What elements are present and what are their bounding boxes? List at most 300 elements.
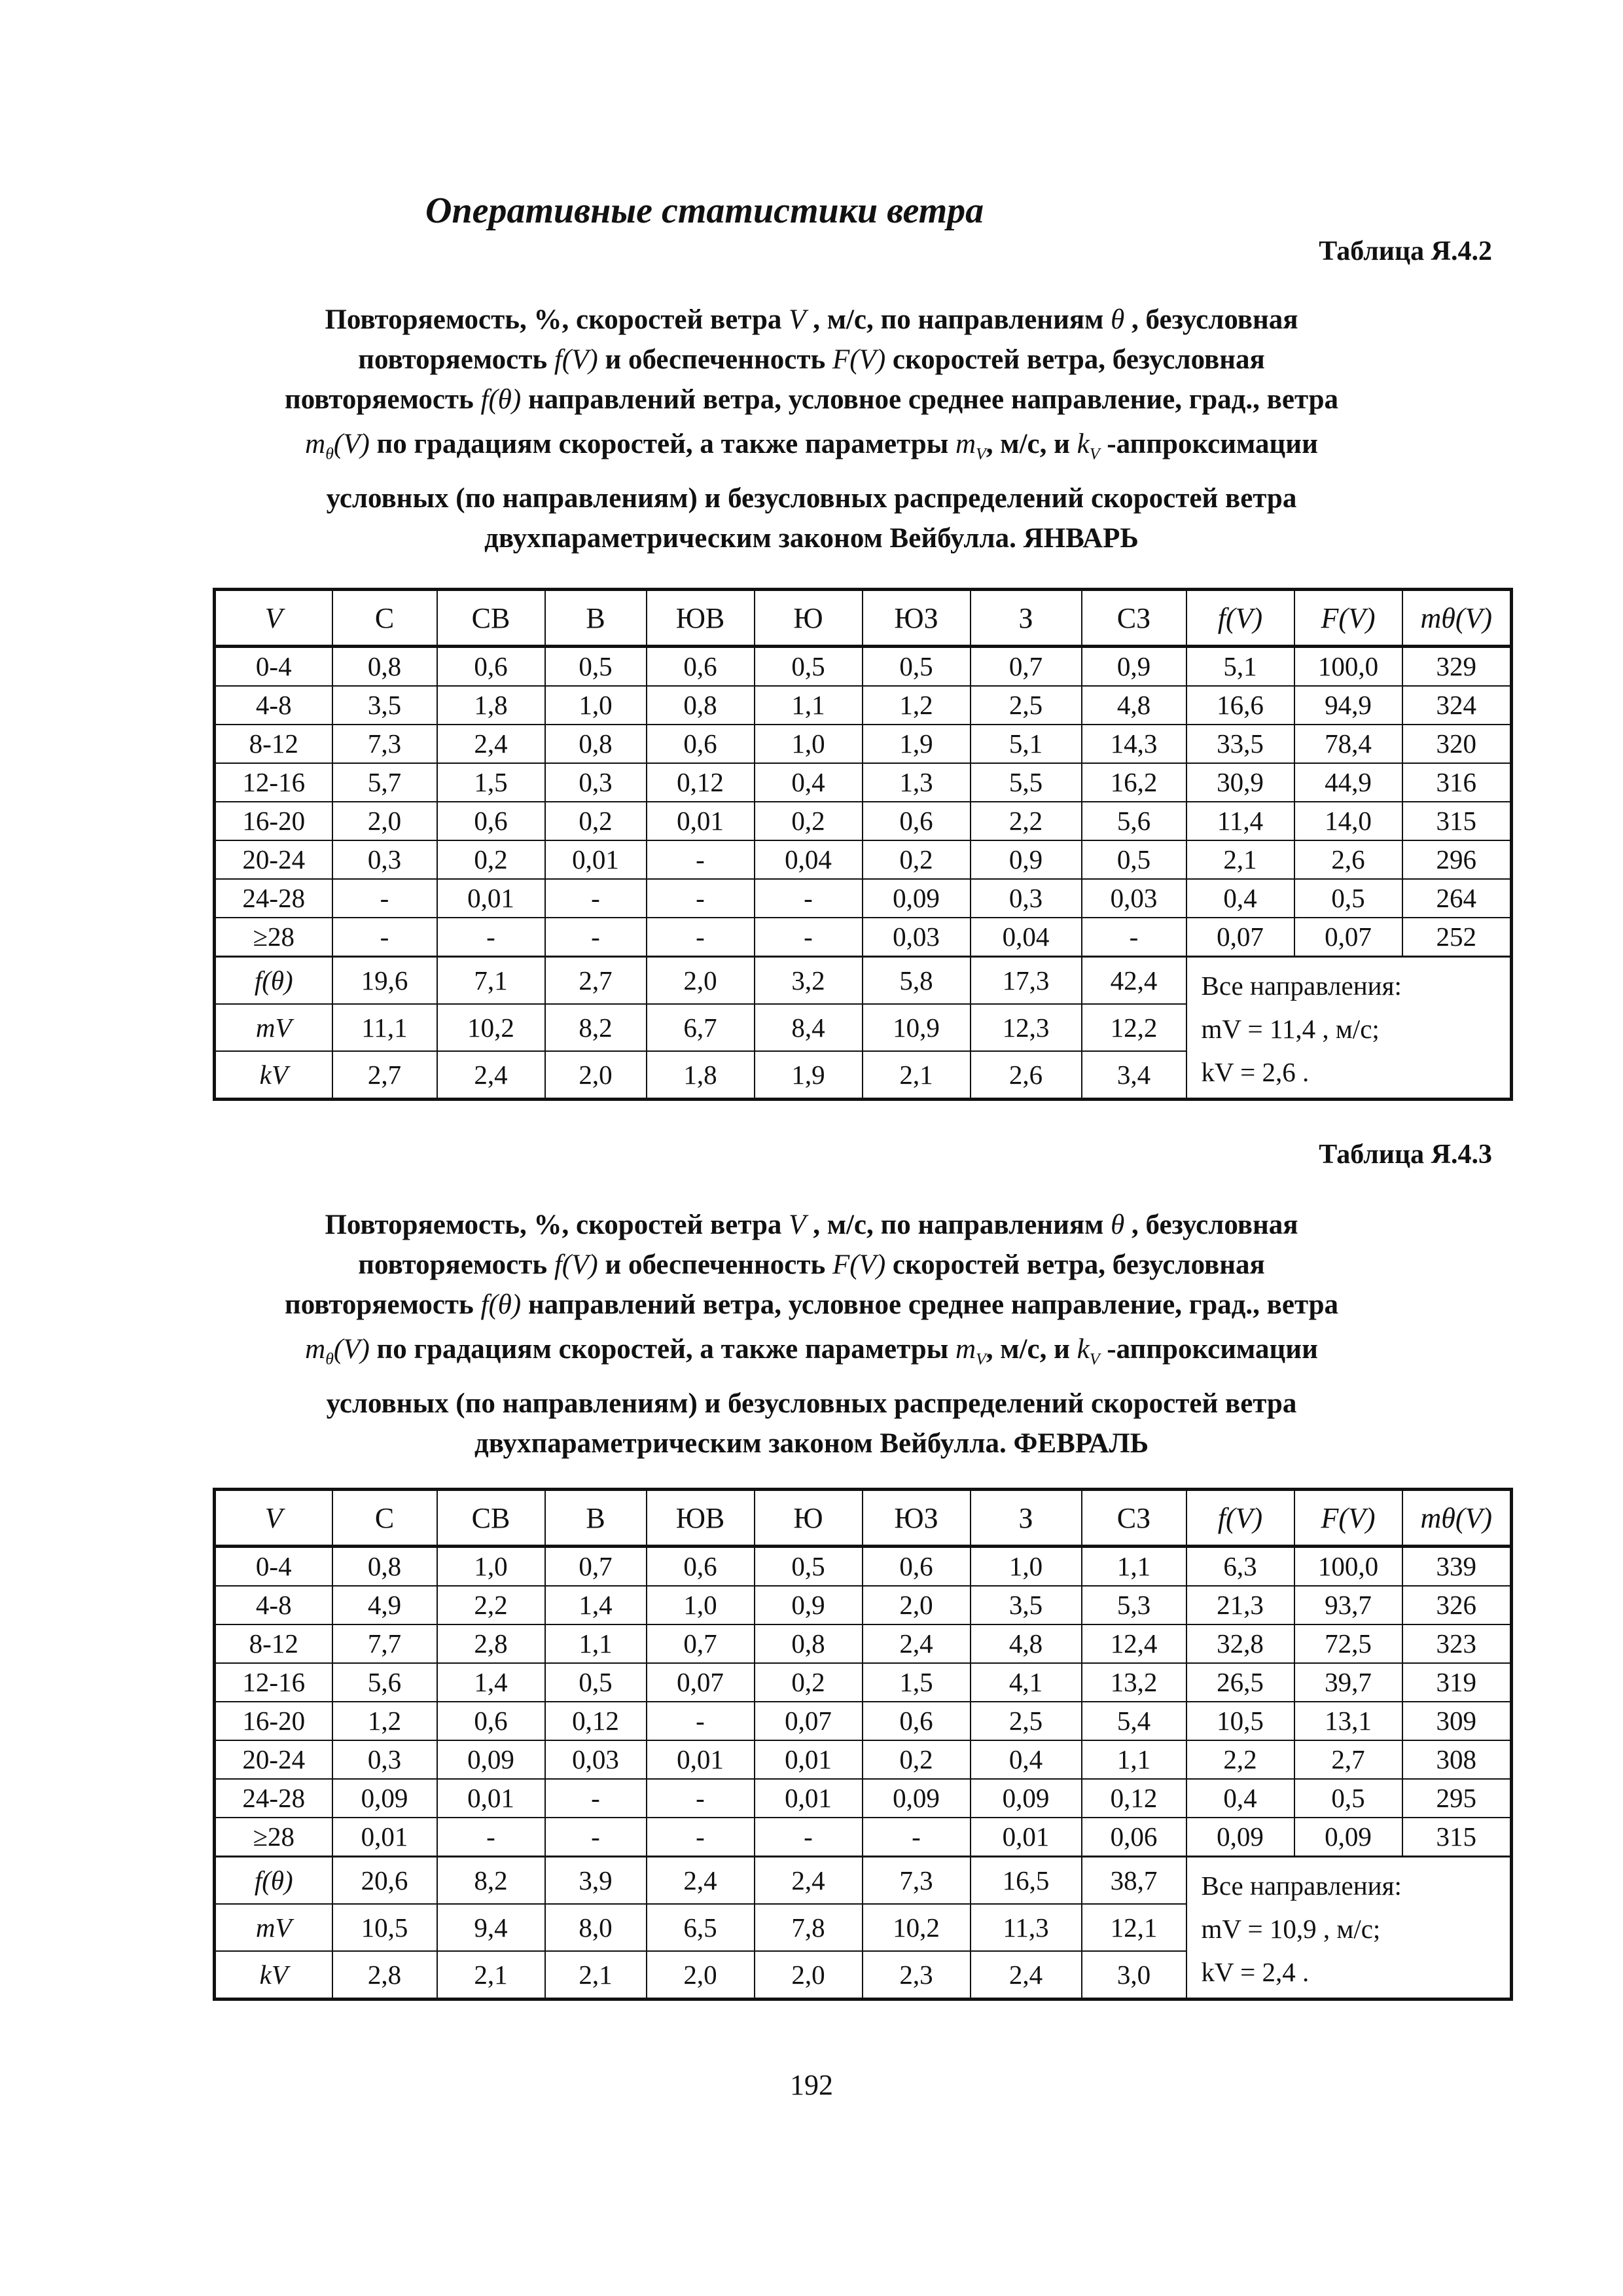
wind-table-february xyxy=(213,1488,1513,2001)
table-cell: 0,07 xyxy=(1186,918,1294,957)
table-cell: 78,4 xyxy=(1294,725,1402,763)
speed-range-cell: 16-20 xyxy=(215,1702,332,1740)
table-cell: - xyxy=(545,879,647,918)
param-value: 5,8 xyxy=(863,957,971,1005)
table-cell: 0,3 xyxy=(332,1740,437,1779)
column-header: З xyxy=(971,1490,1082,1547)
table-cell: 316 xyxy=(1402,763,1512,802)
column-header: В xyxy=(545,590,647,647)
table-cell: 30,9 xyxy=(1186,763,1294,802)
param-value: 42,4 xyxy=(1082,957,1186,1005)
param-label: f(θ) xyxy=(215,1857,332,1905)
table-row xyxy=(215,879,1512,918)
table-row xyxy=(215,1818,1512,1857)
column-header: С xyxy=(332,590,437,647)
column-header: V xyxy=(215,1490,332,1547)
header-row xyxy=(215,590,1512,647)
table-cell: - xyxy=(332,918,437,957)
param-value: 2,6 xyxy=(971,1051,1082,1100)
table-cell: 2,4 xyxy=(437,725,545,763)
table-cell: 1,9 xyxy=(863,725,971,763)
param-value: 1,8 xyxy=(647,1051,755,1100)
table-cell: 0,6 xyxy=(647,725,755,763)
table-cell: 2,5 xyxy=(971,1702,1082,1740)
table-cell: 295 xyxy=(1402,1779,1512,1818)
column-header: V xyxy=(215,590,332,647)
speed-range-cell: ≥28 xyxy=(215,1818,332,1857)
table-cell: 309 xyxy=(1402,1702,1512,1740)
table-cell: 0,6 xyxy=(863,1702,971,1740)
all-directions-title: Все направления: xyxy=(1201,971,1402,1001)
table-cell: 319 xyxy=(1402,1663,1512,1702)
table-cell: 264 xyxy=(1402,879,1512,918)
section-title: Оперативные статистики ветра xyxy=(425,190,984,231)
table-cell: 0,6 xyxy=(437,647,545,687)
column-header: ЮЗ xyxy=(863,590,971,647)
table-cell: 7,3 xyxy=(332,725,437,763)
table-cell: 1,1 xyxy=(545,1624,647,1663)
table-cell: 32,8 xyxy=(1186,1624,1294,1663)
table-cell: 0,6 xyxy=(647,1547,755,1587)
param-value: 7,8 xyxy=(755,1904,863,1951)
table-cell: - xyxy=(437,1818,545,1857)
param-value: 7,1 xyxy=(437,957,545,1005)
table-cell: 0,6 xyxy=(437,802,545,840)
column-header: С xyxy=(332,1490,437,1547)
table-cell: 2,2 xyxy=(437,1586,545,1624)
table-cell: 0,8 xyxy=(755,1624,863,1663)
speed-range-cell: 4-8 xyxy=(215,686,332,725)
table-cell: 44,9 xyxy=(1294,763,1402,802)
table-cell: 3,5 xyxy=(332,686,437,725)
table-cell: 100,0 xyxy=(1294,647,1402,687)
table-cell: 329 xyxy=(1402,647,1512,687)
column-header: Ю xyxy=(755,590,863,647)
table-cell: - xyxy=(545,1818,647,1857)
table-cell: 93,7 xyxy=(1294,1586,1402,1624)
table-cell: 0,2 xyxy=(755,1663,863,1702)
speed-range-cell: 16-20 xyxy=(215,802,332,840)
table-cell: 4,8 xyxy=(971,1624,1082,1663)
param-value: 10,2 xyxy=(863,1904,971,1951)
param-value: 2,1 xyxy=(437,1951,545,2000)
table-cell: 0,2 xyxy=(863,840,971,879)
table-cell: 0,09 xyxy=(863,1779,971,1818)
column-header: СЗ xyxy=(1082,1490,1186,1547)
table-row xyxy=(215,802,1512,840)
table-cell: 0,01 xyxy=(332,1818,437,1857)
table-cell: 0,3 xyxy=(971,879,1082,918)
table-cell: 10,5 xyxy=(1186,1702,1294,1740)
table-cell: 0,09 xyxy=(863,879,971,918)
table-cell: 2,8 xyxy=(437,1624,545,1663)
table-cell: 315 xyxy=(1402,802,1512,840)
param-value: 8,0 xyxy=(545,1904,647,1951)
param-value: 8,4 xyxy=(755,1004,863,1051)
table-cell: 14,0 xyxy=(1294,802,1402,840)
speed-range-cell: 0-4 xyxy=(215,1547,332,1587)
param-value: 2,0 xyxy=(755,1951,863,2000)
table-cell: 0,03 xyxy=(863,918,971,957)
table-cell: 0,5 xyxy=(755,1547,863,1587)
table-cell: 6,3 xyxy=(1186,1547,1294,1587)
table-cell: 0,2 xyxy=(437,840,545,879)
table-cell: 0,5 xyxy=(1294,879,1402,918)
table-cell: 3,5 xyxy=(971,1586,1082,1624)
table-cell: 339 xyxy=(1402,1547,1512,1587)
table-cell: 0,5 xyxy=(863,647,971,687)
param-value: 2,3 xyxy=(863,1951,971,2000)
table-row xyxy=(215,686,1512,725)
param-value: 10,9 xyxy=(863,1004,971,1051)
table-cell: 5,4 xyxy=(1082,1702,1186,1740)
column-header: ЮВ xyxy=(647,590,755,647)
table-cell: 0,07 xyxy=(755,1702,863,1740)
column-header: F(V) xyxy=(1294,590,1402,647)
table-number: Таблица Я.4.3 xyxy=(1319,1139,1492,1170)
table-cell: 0,9 xyxy=(755,1586,863,1624)
table-cell: 0,4 xyxy=(1186,879,1294,918)
table-cell: - xyxy=(755,1818,863,1857)
table-cell: 0,6 xyxy=(437,1702,545,1740)
table-cell: 0,7 xyxy=(647,1624,755,1663)
speed-range-cell: 24-28 xyxy=(215,879,332,918)
param-row xyxy=(215,1857,1512,1905)
table-cell: - xyxy=(545,1779,647,1818)
param-value: 3,4 xyxy=(1082,1051,1186,1100)
param-value: 38,7 xyxy=(1082,1857,1186,1905)
table-cell: 1,0 xyxy=(545,686,647,725)
table-cell: 16,6 xyxy=(1186,686,1294,725)
table-row xyxy=(215,840,1512,879)
table-row xyxy=(215,1740,1512,1779)
table-cell: - xyxy=(647,918,755,957)
table-cell: 0,04 xyxy=(971,918,1082,957)
table-cell: 0,5 xyxy=(545,1663,647,1702)
table-cell: 100,0 xyxy=(1294,1547,1402,1587)
column-header: mθ(V) xyxy=(1402,1490,1512,1547)
table-cell: 5,5 xyxy=(971,763,1082,802)
table-cell: 5,1 xyxy=(971,725,1082,763)
table-cell: 26,5 xyxy=(1186,1663,1294,1702)
param-value: 10,2 xyxy=(437,1004,545,1051)
speed-range-cell: 20-24 xyxy=(215,840,332,879)
param-value: 2,4 xyxy=(437,1051,545,1100)
speed-range-cell: ≥28 xyxy=(215,918,332,957)
table-cell: 0,01 xyxy=(437,1779,545,1818)
param-value: 1,9 xyxy=(755,1051,863,1100)
table-cell: - xyxy=(647,1779,755,1818)
table-cell: 0,5 xyxy=(1294,1779,1402,1818)
column-header: ЮЗ xyxy=(863,1490,971,1547)
table-caption: Повторяемость, %, скоростей ветра V , м/с, по направлениям θ , безусловная повторяемость f(V) и обеспеченность F(V) скоростей ветра, безусловная повторяемость f(θ) направлений ветра, условное среднее направление, град., ветра $m_\theta(V)$ по градациям скоростей, а также параметры $m_V$, м/с, и $k_V$ -аппроксимации условных (по направлениям) и безусловных распределений скоростей ветра двухпараметрическим законом Вейбулла. ФЕВРАЛЬ xyxy=(284,1210,1339,1459)
table-cell: 2,0 xyxy=(332,802,437,840)
table-cell: 2,1 xyxy=(1186,840,1294,879)
table-cell: 1,0 xyxy=(647,1586,755,1624)
param-value: 12,3 xyxy=(971,1004,1082,1051)
table-cell: 1,0 xyxy=(437,1547,545,1587)
param-value: 19,6 xyxy=(332,957,437,1005)
table-cell: 1,0 xyxy=(755,725,863,763)
table-cell: 0,2 xyxy=(755,802,863,840)
param-value: 8,2 xyxy=(545,1004,647,1051)
all-directions-kv: kV = 2,4 . xyxy=(1201,1957,1310,1987)
table-cell: 1,4 xyxy=(545,1586,647,1624)
speed-range-cell: 24-28 xyxy=(215,1779,332,1818)
table-cell: 2,2 xyxy=(1186,1740,1294,1779)
all-directions-title: Все направления: xyxy=(1201,1871,1402,1901)
param-value: 6,5 xyxy=(647,1904,755,1951)
param-value: 2,1 xyxy=(863,1051,971,1100)
table-cell: 2,5 xyxy=(971,686,1082,725)
table-cell: 2,6 xyxy=(1294,840,1402,879)
table-cell: 5,7 xyxy=(332,763,437,802)
param-value: 17,3 xyxy=(971,957,1082,1005)
table-cell: 4,1 xyxy=(971,1663,1082,1702)
table-cell: 0,03 xyxy=(1082,879,1186,918)
param-value: 20,6 xyxy=(332,1857,437,1905)
header-row xyxy=(215,1490,1512,1547)
table-cell: - xyxy=(647,840,755,879)
table-cell: 0,6 xyxy=(863,802,971,840)
param-value: 2,0 xyxy=(647,957,755,1005)
speed-range-cell: 20-24 xyxy=(215,1740,332,1779)
table-cell: 0,8 xyxy=(332,1547,437,1587)
speed-range-cell: 0-4 xyxy=(215,647,332,687)
table-cell: 33,5 xyxy=(1186,725,1294,763)
table-cell: 0,7 xyxy=(545,1547,647,1587)
param-label: mV xyxy=(215,1004,332,1051)
table-cell: 0,01 xyxy=(437,879,545,918)
param-value: 11,3 xyxy=(971,1904,1082,1951)
table-cell: 0,01 xyxy=(755,1779,863,1818)
table-cell: - xyxy=(1082,918,1186,957)
table-cell: 0,6 xyxy=(647,647,755,687)
table-row xyxy=(215,1702,1512,1740)
table-cell: 5,1 xyxy=(1186,647,1294,687)
param-value: 2,0 xyxy=(545,1051,647,1100)
table-cell: 2,4 xyxy=(863,1624,971,1663)
param-value: 12,2 xyxy=(1082,1004,1186,1051)
table-cell: 0,9 xyxy=(971,840,1082,879)
table-cell: 0,8 xyxy=(545,725,647,763)
table-cell: 11,4 xyxy=(1186,802,1294,840)
speed-range-cell: 12-16 xyxy=(215,763,332,802)
param-value: 3,9 xyxy=(545,1857,647,1905)
table-cell: 0,12 xyxy=(1082,1779,1186,1818)
column-header: СВ xyxy=(437,590,545,647)
table-cell: 0,3 xyxy=(545,763,647,802)
param-value: 9,4 xyxy=(437,1904,545,1951)
column-header: F(V) xyxy=(1294,1490,1402,1547)
param-value: 12,1 xyxy=(1082,1904,1186,1951)
table-cell: 1,4 xyxy=(437,1663,545,1702)
param-value: 2,4 xyxy=(971,1951,1082,2000)
table-cell: 308 xyxy=(1402,1740,1512,1779)
table-cell: 4,8 xyxy=(1082,686,1186,725)
wind-table-january xyxy=(213,588,1513,1101)
column-header: З xyxy=(971,590,1082,647)
table-cell: 323 xyxy=(1402,1624,1512,1663)
table-cell: 0,5 xyxy=(545,647,647,687)
table-cell: 12,4 xyxy=(1082,1624,1186,1663)
table-cell: 14,3 xyxy=(1082,725,1186,763)
table-cell: 0,01 xyxy=(755,1740,863,1779)
table-cell: 296 xyxy=(1402,840,1512,879)
table-cell: 0,09 xyxy=(971,1779,1082,1818)
table-row xyxy=(215,1624,1512,1663)
table-cell: 1,1 xyxy=(1082,1740,1186,1779)
table-cell: 94,9 xyxy=(1294,686,1402,725)
table-cell: 324 xyxy=(1402,686,1512,725)
table-cell: 1,1 xyxy=(1082,1547,1186,1587)
column-header: СВ xyxy=(437,1490,545,1547)
table-cell: 0,06 xyxy=(1082,1818,1186,1857)
table-cell: 0,07 xyxy=(647,1663,755,1702)
all-directions-note xyxy=(1186,1857,1512,2000)
table-cell: 0,09 xyxy=(1294,1818,1402,1857)
param-value: 2,8 xyxy=(332,1951,437,2000)
param-value: 16,5 xyxy=(971,1857,1082,1905)
table-cell: 16,2 xyxy=(1082,763,1186,802)
table-cell: 13,1 xyxy=(1294,1702,1402,1740)
param-value: 6,7 xyxy=(647,1004,755,1051)
param-value: 3,0 xyxy=(1082,1951,1186,2000)
table-cell: - xyxy=(647,1818,755,1857)
table-caption: Повторяемость, %, скоростей ветра V , м/с, по направлениям θ , безусловная повторяемость f(V) и обеспеченность F(V) скоростей ветра, безусловная повторяемость f(θ) направлений ветра, условное среднее направление, град., ветра $m_\theta(V)$ по градациям скоростей, а также параметры $m_V$, м/с, и $k_V$ -аппроксимации условных (по направлениям) и безусловных распределений скоростей ветра двухпараметрическим законом Вейбулла. ЯНВАРЬ xyxy=(284,304,1339,554)
table-cell: 0,04 xyxy=(755,840,863,879)
table-cell: 1,5 xyxy=(863,1663,971,1702)
table-cell: 0,01 xyxy=(647,1740,755,1779)
table-row xyxy=(215,1547,1512,1587)
param-row xyxy=(215,957,1512,1005)
column-header: Ю xyxy=(755,1490,863,1547)
table-cell: 0,09 xyxy=(332,1779,437,1818)
table-row xyxy=(215,1663,1512,1702)
table-cell: 1,0 xyxy=(971,1547,1082,1587)
table-cell: - xyxy=(755,918,863,957)
param-value: 2,4 xyxy=(755,1857,863,1905)
page-number: 192 xyxy=(790,2069,833,2101)
table-cell: 2,2 xyxy=(971,802,1082,840)
table-cell: 1,2 xyxy=(863,686,971,725)
column-header: СЗ xyxy=(1082,590,1186,647)
param-label: kV xyxy=(215,1051,332,1100)
speed-range-cell: 8-12 xyxy=(215,1624,332,1663)
table-cell: 315 xyxy=(1402,1818,1512,1857)
table-row xyxy=(215,725,1512,763)
param-label: f(θ) xyxy=(215,957,332,1005)
table-cell: 0,4 xyxy=(755,763,863,802)
table-cell: 0,09 xyxy=(1186,1818,1294,1857)
table-cell: 0,01 xyxy=(545,840,647,879)
speed-range-cell: 12-16 xyxy=(215,1663,332,1702)
column-header: ЮВ xyxy=(647,1490,755,1547)
table-cell: 1,1 xyxy=(755,686,863,725)
table-cell: 252 xyxy=(1402,918,1512,957)
table-cell: 1,3 xyxy=(863,763,971,802)
table-row xyxy=(215,918,1512,957)
param-value: 7,3 xyxy=(863,1857,971,1905)
table-cell: - xyxy=(545,918,647,957)
column-header: f(V) xyxy=(1186,1490,1294,1547)
param-value: 8,2 xyxy=(437,1857,545,1905)
param-value: 10,5 xyxy=(332,1904,437,1951)
table-cell: - xyxy=(647,879,755,918)
table-row xyxy=(215,1586,1512,1624)
table-cell: 0,4 xyxy=(1186,1779,1294,1818)
table-cell: 0,2 xyxy=(863,1740,971,1779)
table-cell: 5,6 xyxy=(332,1663,437,1702)
table-cell: - xyxy=(332,879,437,918)
param-value: 2,4 xyxy=(647,1857,755,1905)
param-label: kV xyxy=(215,1951,332,2000)
param-value: 2,1 xyxy=(545,1951,647,2000)
all-directions-mv: mV = 11,4 , м/с; xyxy=(1201,1014,1380,1044)
table-cell: 326 xyxy=(1402,1586,1512,1624)
all-directions-kv: kV = 2,6 . xyxy=(1201,1057,1310,1087)
table-number: Таблица Я.4.2 xyxy=(1319,236,1492,266)
table-cell: 2,7 xyxy=(1294,1740,1402,1779)
table-cell: - xyxy=(437,918,545,957)
table-cell: - xyxy=(755,879,863,918)
table-cell: 21,3 xyxy=(1186,1586,1294,1624)
table-cell: - xyxy=(647,1702,755,1740)
table-cell: 1,2 xyxy=(332,1702,437,1740)
column-header: В xyxy=(545,1490,647,1547)
table-cell: 1,8 xyxy=(437,686,545,725)
all-directions-note xyxy=(1186,957,1512,1100)
table-cell: 5,3 xyxy=(1082,1586,1186,1624)
column-header: f(V) xyxy=(1186,590,1294,647)
param-value: 2,7 xyxy=(332,1051,437,1100)
table-cell: 39,7 xyxy=(1294,1663,1402,1702)
table-cell: 1,5 xyxy=(437,763,545,802)
table-cell: 0,07 xyxy=(1294,918,1402,957)
param-value: 2,7 xyxy=(545,957,647,1005)
speed-range-cell: 8-12 xyxy=(215,725,332,763)
table-cell: 0,01 xyxy=(971,1818,1082,1857)
table-cell: 0,8 xyxy=(647,686,755,725)
table-cell: 0,8 xyxy=(332,647,437,687)
table-cell: 0,12 xyxy=(647,763,755,802)
table-row xyxy=(215,647,1512,687)
table-cell: 4,9 xyxy=(332,1586,437,1624)
table-cell: - xyxy=(863,1818,971,1857)
table-cell: 13,2 xyxy=(1082,1663,1186,1702)
table-cell: 0,4 xyxy=(971,1740,1082,1779)
table-cell: 72,5 xyxy=(1294,1624,1402,1663)
all-directions-mv: mV = 10,9 , м/с; xyxy=(1201,1914,1381,1944)
speed-range-cell: 4-8 xyxy=(215,1586,332,1624)
table-cell: 0,7 xyxy=(971,647,1082,687)
column-header: mθ(V) xyxy=(1402,590,1512,647)
table-cell: 0,5 xyxy=(1082,840,1186,879)
table-row xyxy=(215,1779,1512,1818)
table-cell: 0,5 xyxy=(755,647,863,687)
table-cell: 0,12 xyxy=(545,1702,647,1740)
table-cell: 7,7 xyxy=(332,1624,437,1663)
table-cell: 0,01 xyxy=(647,802,755,840)
table-cell: 0,09 xyxy=(437,1740,545,1779)
table-cell: 320 xyxy=(1402,725,1512,763)
param-label: mV xyxy=(215,1904,332,1951)
param-value: 3,2 xyxy=(755,957,863,1005)
table-row xyxy=(215,763,1512,802)
table-cell: 0,6 xyxy=(863,1547,971,1587)
table-cell: 0,03 xyxy=(545,1740,647,1779)
table-cell: 5,6 xyxy=(1082,802,1186,840)
